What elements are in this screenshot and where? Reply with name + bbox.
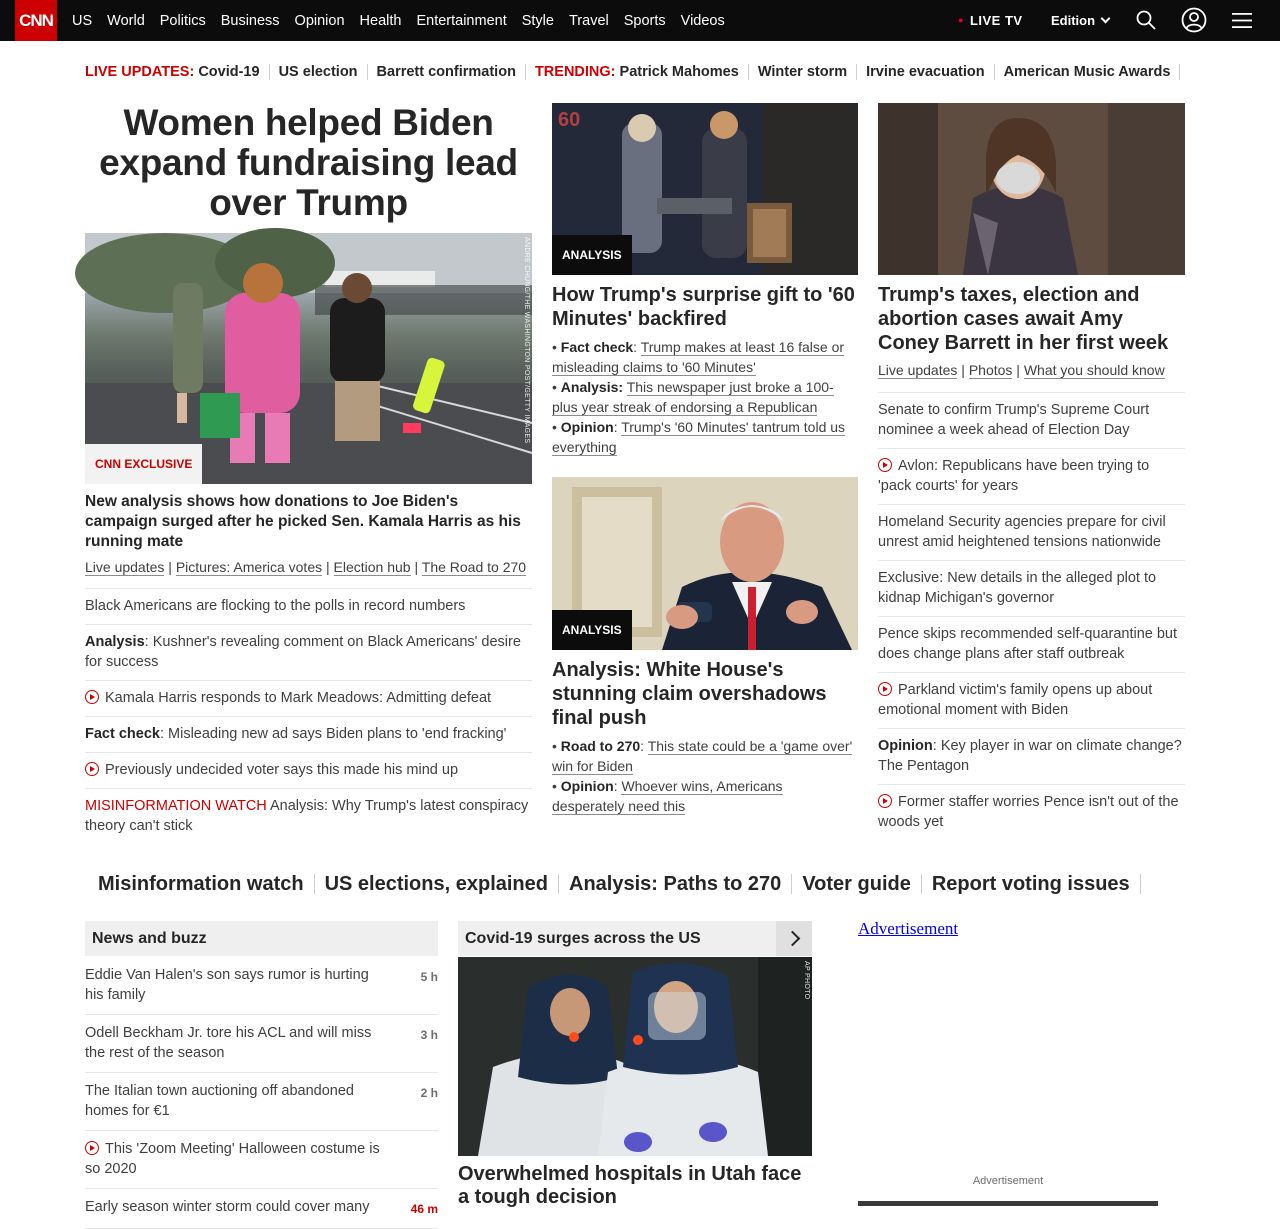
list-item-text: Black Americans are flocking to the polls in record numbers bbox=[85, 598, 466, 614]
list-item-text: : Key player in war on climate change? The Pentagon bbox=[878, 738, 1182, 774]
link-election-hub[interactable]: Election hub bbox=[333, 559, 411, 575]
lead-story-title[interactable]: New analysis shows how donations to Joe Biden's campaign surged after he picked Sen. Kamala Harris as his running mate bbox=[85, 493, 521, 550]
covid-photo[interactable] bbox=[458, 957, 812, 1156]
play-icon bbox=[85, 690, 99, 704]
timestamp: 46 m bbox=[410, 1202, 438, 1216]
advertisement-link[interactable]: Advertisement bbox=[858, 919, 959, 938]
section-us-elections-explained[interactable]: US elections, explained bbox=[315, 874, 559, 894]
bullet-text: Trump makes at least 16 false or misleading claims to '60 Minutes' bbox=[552, 339, 845, 375]
link-photos[interactable]: Photos bbox=[968, 362, 1013, 378]
barrett-photo-scene bbox=[878, 103, 1185, 275]
news-and-buzz-header: News and buzz bbox=[85, 921, 438, 956]
photo-credit: AP PHOTO bbox=[803, 961, 810, 1000]
list-item-text: Kamala Harris responds to Mark Meadows: Admitting defeat bbox=[105, 690, 492, 706]
cnn-logo[interactable]: CNN bbox=[15, 0, 57, 41]
lead-story-links: Live updates | Pictures: America votes | Election hub | The Road to 270 bbox=[85, 559, 527, 575]
nav-item-us[interactable]: US bbox=[72, 12, 93, 29]
nav-item-travel[interactable]: Travel bbox=[568, 12, 609, 29]
story1 bbox=[552, 283, 858, 457]
list-item-text: Homeland Security agencies prepare for civil unrest amid heightened tensions nationwide bbox=[878, 514, 1166, 550]
bullet-text: Whoever wins, Americans desperately need this bbox=[552, 778, 783, 814]
nav-item-videos[interactable]: Videos bbox=[680, 12, 725, 29]
bullet-text: Trump's '60 Minutes' tantrum told us everything bbox=[552, 419, 846, 455]
bullet-label: Road to 270 bbox=[560, 738, 641, 754]
list-item-text: Previously undecided voter says this made his mind up bbox=[105, 762, 459, 778]
list-item[interactable] bbox=[878, 448, 1185, 504]
timestamp: 3 h bbox=[420, 1028, 438, 1042]
bullet-item[interactable]: • Opinion: Whoever wins, Americans desperately need this bbox=[552, 778, 783, 814]
barrett-related-list bbox=[878, 392, 1185, 840]
barrett-photo[interactable] bbox=[878, 103, 1185, 275]
story2-photo[interactable] bbox=[552, 477, 858, 650]
covid-carousel-title: Covid-19 surges across the US bbox=[465, 930, 701, 947]
list-item-text: Avlon: Republicans have been trying to 'pack courts' for years bbox=[878, 458, 1150, 494]
bullet-label: Analysis: bbox=[560, 379, 624, 395]
trend-label: Covid-19 bbox=[198, 64, 260, 80]
story1-photo[interactable] bbox=[552, 103, 858, 275]
live-updates-prefix: LIVE UPDATES: bbox=[85, 64, 195, 80]
list-item[interactable] bbox=[85, 788, 532, 844]
news-and-buzz-list bbox=[85, 957, 438, 1229]
bullet-label: Fact check bbox=[560, 339, 634, 355]
story2 bbox=[552, 658, 858, 816]
list-item[interactable] bbox=[85, 1073, 438, 1131]
trend-ama[interactable]: American Music Awards bbox=[995, 64, 1181, 80]
list-item-text: Analysis: Why Trump's latest conspiracy theory can't stick bbox=[85, 798, 529, 834]
chevron-right-icon[interactable] bbox=[776, 921, 812, 956]
cnn-exclusive-badge: CNN EXCLUSIVE bbox=[85, 444, 202, 484]
nav-items bbox=[72, 0, 740, 41]
photo-credit: ANDRE CHUNG/THE WASHINGTON POST/GETTY IMAGES bbox=[523, 237, 530, 444]
trend-barrett[interactable]: Barrett confirmation bbox=[368, 64, 526, 80]
nav-item-style[interactable]: Style bbox=[521, 12, 554, 29]
play-icon bbox=[878, 682, 892, 696]
play-icon bbox=[85, 762, 99, 776]
lead-story bbox=[85, 492, 532, 844]
list-item[interactable] bbox=[878, 784, 1185, 840]
list-item-text: : Kushner's revealing comment on Black Americans' desire for success bbox=[85, 634, 521, 670]
list-item[interactable] bbox=[85, 716, 532, 752]
advertisement-box[interactable] bbox=[858, 1201, 1158, 1206]
trend-irvine[interactable]: Irvine evacuation bbox=[857, 64, 994, 80]
barrett-story bbox=[878, 283, 1185, 840]
misinformation-watch-label: MISINFORMATION WATCH bbox=[85, 798, 267, 814]
link-what-to-know[interactable]: What you should know bbox=[1023, 362, 1165, 378]
list-item-text: : Misleading new ad says Biden plans to 'end fracking' bbox=[159, 726, 507, 742]
list-item[interactable] bbox=[85, 1131, 438, 1189]
chevron-down-icon bbox=[1101, 14, 1111, 24]
list-item-label: Analysis bbox=[85, 634, 145, 650]
list-item[interactable] bbox=[85, 624, 532, 680]
bullet-label: Opinion bbox=[560, 419, 614, 435]
edition-menu[interactable] bbox=[1051, 13, 1109, 28]
list-item-text: Early season winter storm could cover many bbox=[85, 1199, 370, 1215]
list-item-text: Exclusive: New details in the alleged plot to kidnap Michigan's governor bbox=[878, 570, 1157, 606]
play-icon bbox=[878, 794, 892, 808]
lead-headline[interactable]: Women helped Biden expand fundraising lead over Trump bbox=[99, 102, 518, 223]
timestamp: 2 h bbox=[420, 1086, 438, 1100]
list-item-text: Eddie Van Halen's son says rumor is hurting his family bbox=[85, 967, 369, 1003]
covid-story-title[interactable]: Overwhelmed hospitals in Utah face a tough decision bbox=[458, 1163, 802, 1208]
list-item[interactable] bbox=[85, 1189, 438, 1229]
story1-title[interactable]: How Trump's surprise gift to '60 Minutes' backfired bbox=[552, 284, 855, 330]
lead-photo[interactable] bbox=[85, 233, 532, 484]
play-icon bbox=[85, 1141, 99, 1155]
list-item[interactable] bbox=[878, 616, 1185, 672]
link-live-updates[interactable]: Live updates bbox=[878, 362, 958, 378]
trend-trending[interactable] bbox=[526, 64, 749, 80]
bullet-item[interactable]: • Road to 270: This state could be a 'game over' win for Biden bbox=[552, 738, 853, 774]
covid-carousel-header bbox=[458, 921, 812, 956]
live-tv-link[interactable] bbox=[958, 13, 1023, 28]
barrett-story-links: Live updates | Photos | What you should know bbox=[878, 362, 1165, 378]
section-misinformation-watch[interactable]: Misinformation watch bbox=[98, 874, 315, 894]
trend-winter-storm[interactable]: Winter storm bbox=[749, 64, 857, 80]
barrett-story-title[interactable]: Trump's taxes, election and abortion cases await Amy Coney Barrett in her first week bbox=[878, 284, 1169, 354]
trend-live-updates[interactable] bbox=[85, 64, 270, 80]
list-item-text: Odell Beckham Jr. tore his ACL and will miss the rest of the season bbox=[85, 1025, 372, 1061]
link-pictures[interactable]: Pictures: America votes bbox=[175, 559, 323, 575]
section-voter-guide[interactable]: Voter guide bbox=[792, 874, 922, 894]
list-item[interactable] bbox=[878, 392, 1185, 448]
nav-item-entertainment[interactable]: Entertainment bbox=[416, 12, 507, 29]
nav-item-opinion[interactable]: Opinion bbox=[294, 12, 345, 29]
bullet-item[interactable]: • Fact check: Trump makes at least 16 false or misleading claims to '60 Minutes' bbox=[552, 339, 845, 375]
analysis-badge: ANALYSIS bbox=[552, 610, 632, 650]
list-item[interactable] bbox=[85, 588, 532, 624]
analysis-badge: ANALYSIS bbox=[552, 235, 632, 275]
timestamp: 5 h bbox=[420, 970, 438, 984]
list-item[interactable] bbox=[85, 752, 532, 788]
nav-item-sports[interactable]: Sports bbox=[623, 12, 666, 29]
trend-us-election[interactable]: US election bbox=[270, 64, 368, 80]
bullet-item[interactable]: • Opinion: Trump's '60 Minutes' tantrum told us everything bbox=[552, 419, 846, 455]
link-road-to-270[interactable]: The Road to 270 bbox=[421, 559, 527, 575]
link-live-updates[interactable]: Live updates bbox=[85, 559, 165, 575]
search-icon[interactable] bbox=[1136, 10, 1156, 30]
nav-item-health[interactable]: Health bbox=[359, 12, 402, 29]
section-nav bbox=[98, 874, 1141, 894]
list-item[interactable] bbox=[85, 680, 532, 716]
list-item-text: Senate to confirm Trump's Supreme Court nominee a week ahead of Election Day bbox=[878, 402, 1150, 438]
list-item[interactable] bbox=[878, 560, 1185, 616]
list-item-label: Opinion bbox=[878, 738, 933, 754]
story2-bullets bbox=[552, 736, 858, 816]
list-item[interactable] bbox=[878, 672, 1185, 728]
list-item-text: Former staffer worries Pence isn't out of the woods yet bbox=[878, 794, 1179, 830]
nav-item-world[interactable]: World bbox=[107, 12, 145, 29]
trending-bar bbox=[85, 62, 1180, 82]
nav-item-business[interactable]: Business bbox=[220, 12, 280, 29]
list-item-text: Parkland victim's family opens up about emotional moment with Biden bbox=[878, 682, 1153, 718]
list-item[interactable] bbox=[878, 728, 1185, 784]
list-item[interactable] bbox=[85, 957, 438, 1015]
trending-prefix: TRENDING: bbox=[534, 64, 616, 80]
edition-label: Edition bbox=[1051, 13, 1096, 28]
story1-bullets bbox=[552, 337, 858, 457]
live-tv-label: LIVE TV bbox=[969, 13, 1023, 28]
bullet-label: Opinion bbox=[560, 778, 614, 794]
list-item-text: This 'Zoom Meeting' Halloween costume is so 2020 bbox=[85, 1141, 380, 1177]
covid-photo-scene bbox=[458, 957, 812, 1156]
bullet-text: This state could be a 'game over' win for Biden bbox=[552, 738, 853, 774]
bullet-item[interactable]: • Analysis: This newspaper just broke a 100-plus year streak of endorsing a Republican bbox=[552, 379, 834, 415]
list-item-text: Pence skips recommended self-quarantine but does change plans after staff outbreak bbox=[878, 626, 1178, 662]
top-nav bbox=[0, 0, 1280, 41]
list-item[interactable] bbox=[878, 504, 1185, 560]
play-icon bbox=[878, 458, 892, 472]
trend-label: Patrick Mahomes bbox=[619, 64, 739, 80]
sixty-minutes-logo: 60 bbox=[558, 109, 581, 131]
list-item-label: Fact check bbox=[85, 726, 160, 742]
user-account-icon[interactable] bbox=[1181, 7, 1207, 33]
section-paths-to-270[interactable]: Analysis: Paths to 270 bbox=[559, 874, 792, 894]
live-dot-icon: ● bbox=[958, 15, 964, 25]
lead-related-list bbox=[85, 588, 532, 844]
list-item-text: The Italian town auctioning off abandoned homes for €1 bbox=[85, 1083, 354, 1119]
hamburger-menu-icon[interactable] bbox=[1232, 12, 1252, 29]
bullet-text: This newspaper just broke a 100-plus year streak of endorsing a Republican bbox=[552, 379, 834, 415]
story2-title[interactable]: Analysis: White House's stunning claim overshadows final push bbox=[552, 659, 827, 729]
section-report-voting-issues[interactable]: Report voting issues bbox=[922, 874, 1141, 894]
advertisement-label: Advertisement bbox=[972, 1175, 1044, 1187]
nav-item-politics[interactable]: Politics bbox=[159, 12, 206, 29]
list-item[interactable] bbox=[85, 1015, 438, 1073]
